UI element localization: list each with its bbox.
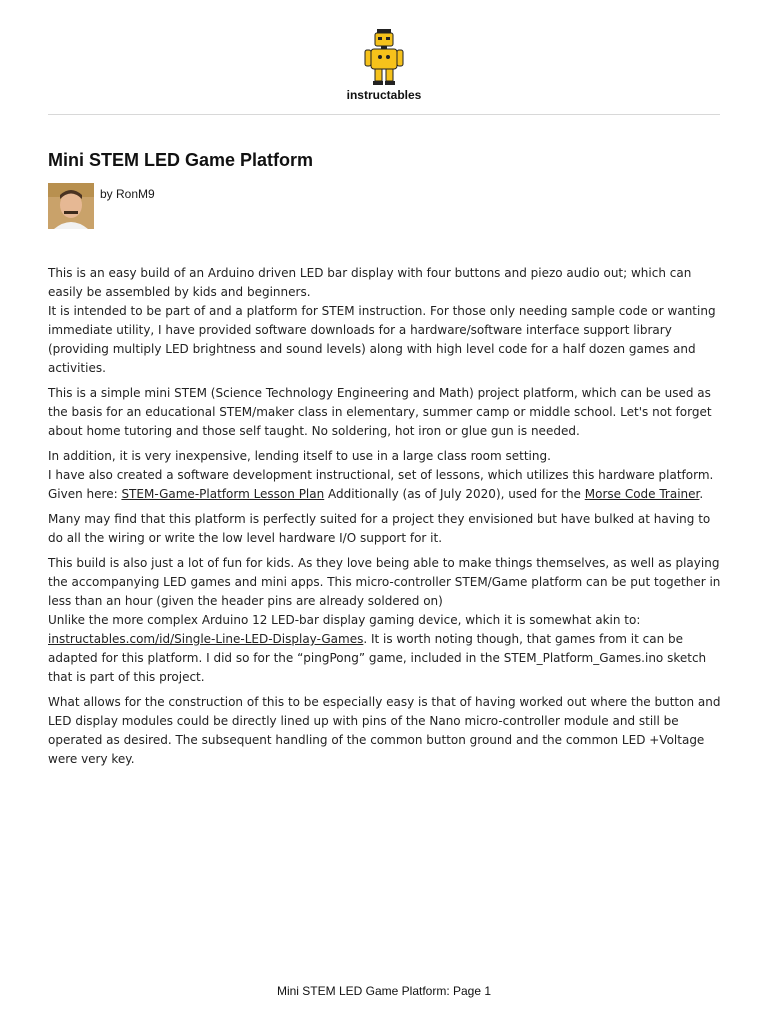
single-line-led-games-link[interactable]: instructables.com/id/Single-Line-LED-Display-Games <box>48 632 364 646</box>
author-avatar[interactable] <box>48 183 94 229</box>
brand-name: instructables <box>346 88 422 102</box>
paragraph-5: This build is also just a lot of fun for kids. As they love being able to make things themselves, as well as playing the accompanying LED games and mini apps. This micro-controller STEM/Game platform can be put together in less than an hour (given the header pins are already soldered on) Unlike the more complex Arduino 12 LED-bar display gaming device, which it is somewhat akin to: instructables.com/id/Single-Line-LED-Display-Games. It is worth noting though, that games from it can be adapted for this platform. I did so for the “pingPong” game, included in the STEM_Platform_Games.ino sketch that is part of this project. <box>48 556 721 684</box>
article-body <box>48 264 728 775</box>
paragraph-4: Many may find that this platform is perfectly suited for a project they envisioned but have bulked at having to do all the wiring or write the low level hardware I/O support for it. <box>48 512 711 545</box>
header-divider <box>48 114 720 115</box>
site-header <box>0 28 768 102</box>
paragraph-2: This is a simple mini STEM (Science Technology Engineering and Math) project platform, which can be used as the basis for an educational STEM/maker class in elementary, summer camp or middle school. Let's not forget about home tutoring and those self taught. No soldering, hot iron or glue gun is needed. <box>48 386 712 438</box>
author-block <box>48 183 155 229</box>
paragraph-3: In addition, it is very inexpensive, lending itself to use in a large class room setting. I have also created a software development instructional, set of lessons, which utilizes this hardware platform. Given here: STEM-Game-Platform Lesson Plan Additionally (as of July 2020), used for the Morse Code Trainer. <box>48 449 714 501</box>
page-footer: Mini STEM LED Game Platform: Page 1 <box>276 984 492 998</box>
lesson-plan-link[interactable]: STEM-Game-Platform Lesson Plan <box>121 487 325 501</box>
instructables-robot-logo[interactable] <box>362 28 406 86</box>
paragraph-1: This is an easy build of an Arduino driven LED bar display with four buttons and piezo audio out; which can easily be assembled by kids and beginners. It is intended to be part of and a platform for STEM instruction. For those only needing sample code or wanting immediate utility, I have provided software downloads for a hardware/software interface support library (providing multiply LED brightness and sound levels) along with high level code for a half dozen games and activities. <box>48 266 716 375</box>
page-title: Mini STEM LED Game Platform <box>48 150 314 170</box>
paragraph-6: What allows for the construction of this to be especially easy is that of having worked out where the button and LED display modules could be directly lined up with pins of the Nano micro-controller module and still be operated as desired. The subsequent handling of the common button ground and the common LED +Voltage were very key. <box>48 695 721 766</box>
morse-code-trainer-link[interactable]: Morse Code Trainer <box>584 487 700 501</box>
author-name: by RonM9 <box>100 187 155 201</box>
